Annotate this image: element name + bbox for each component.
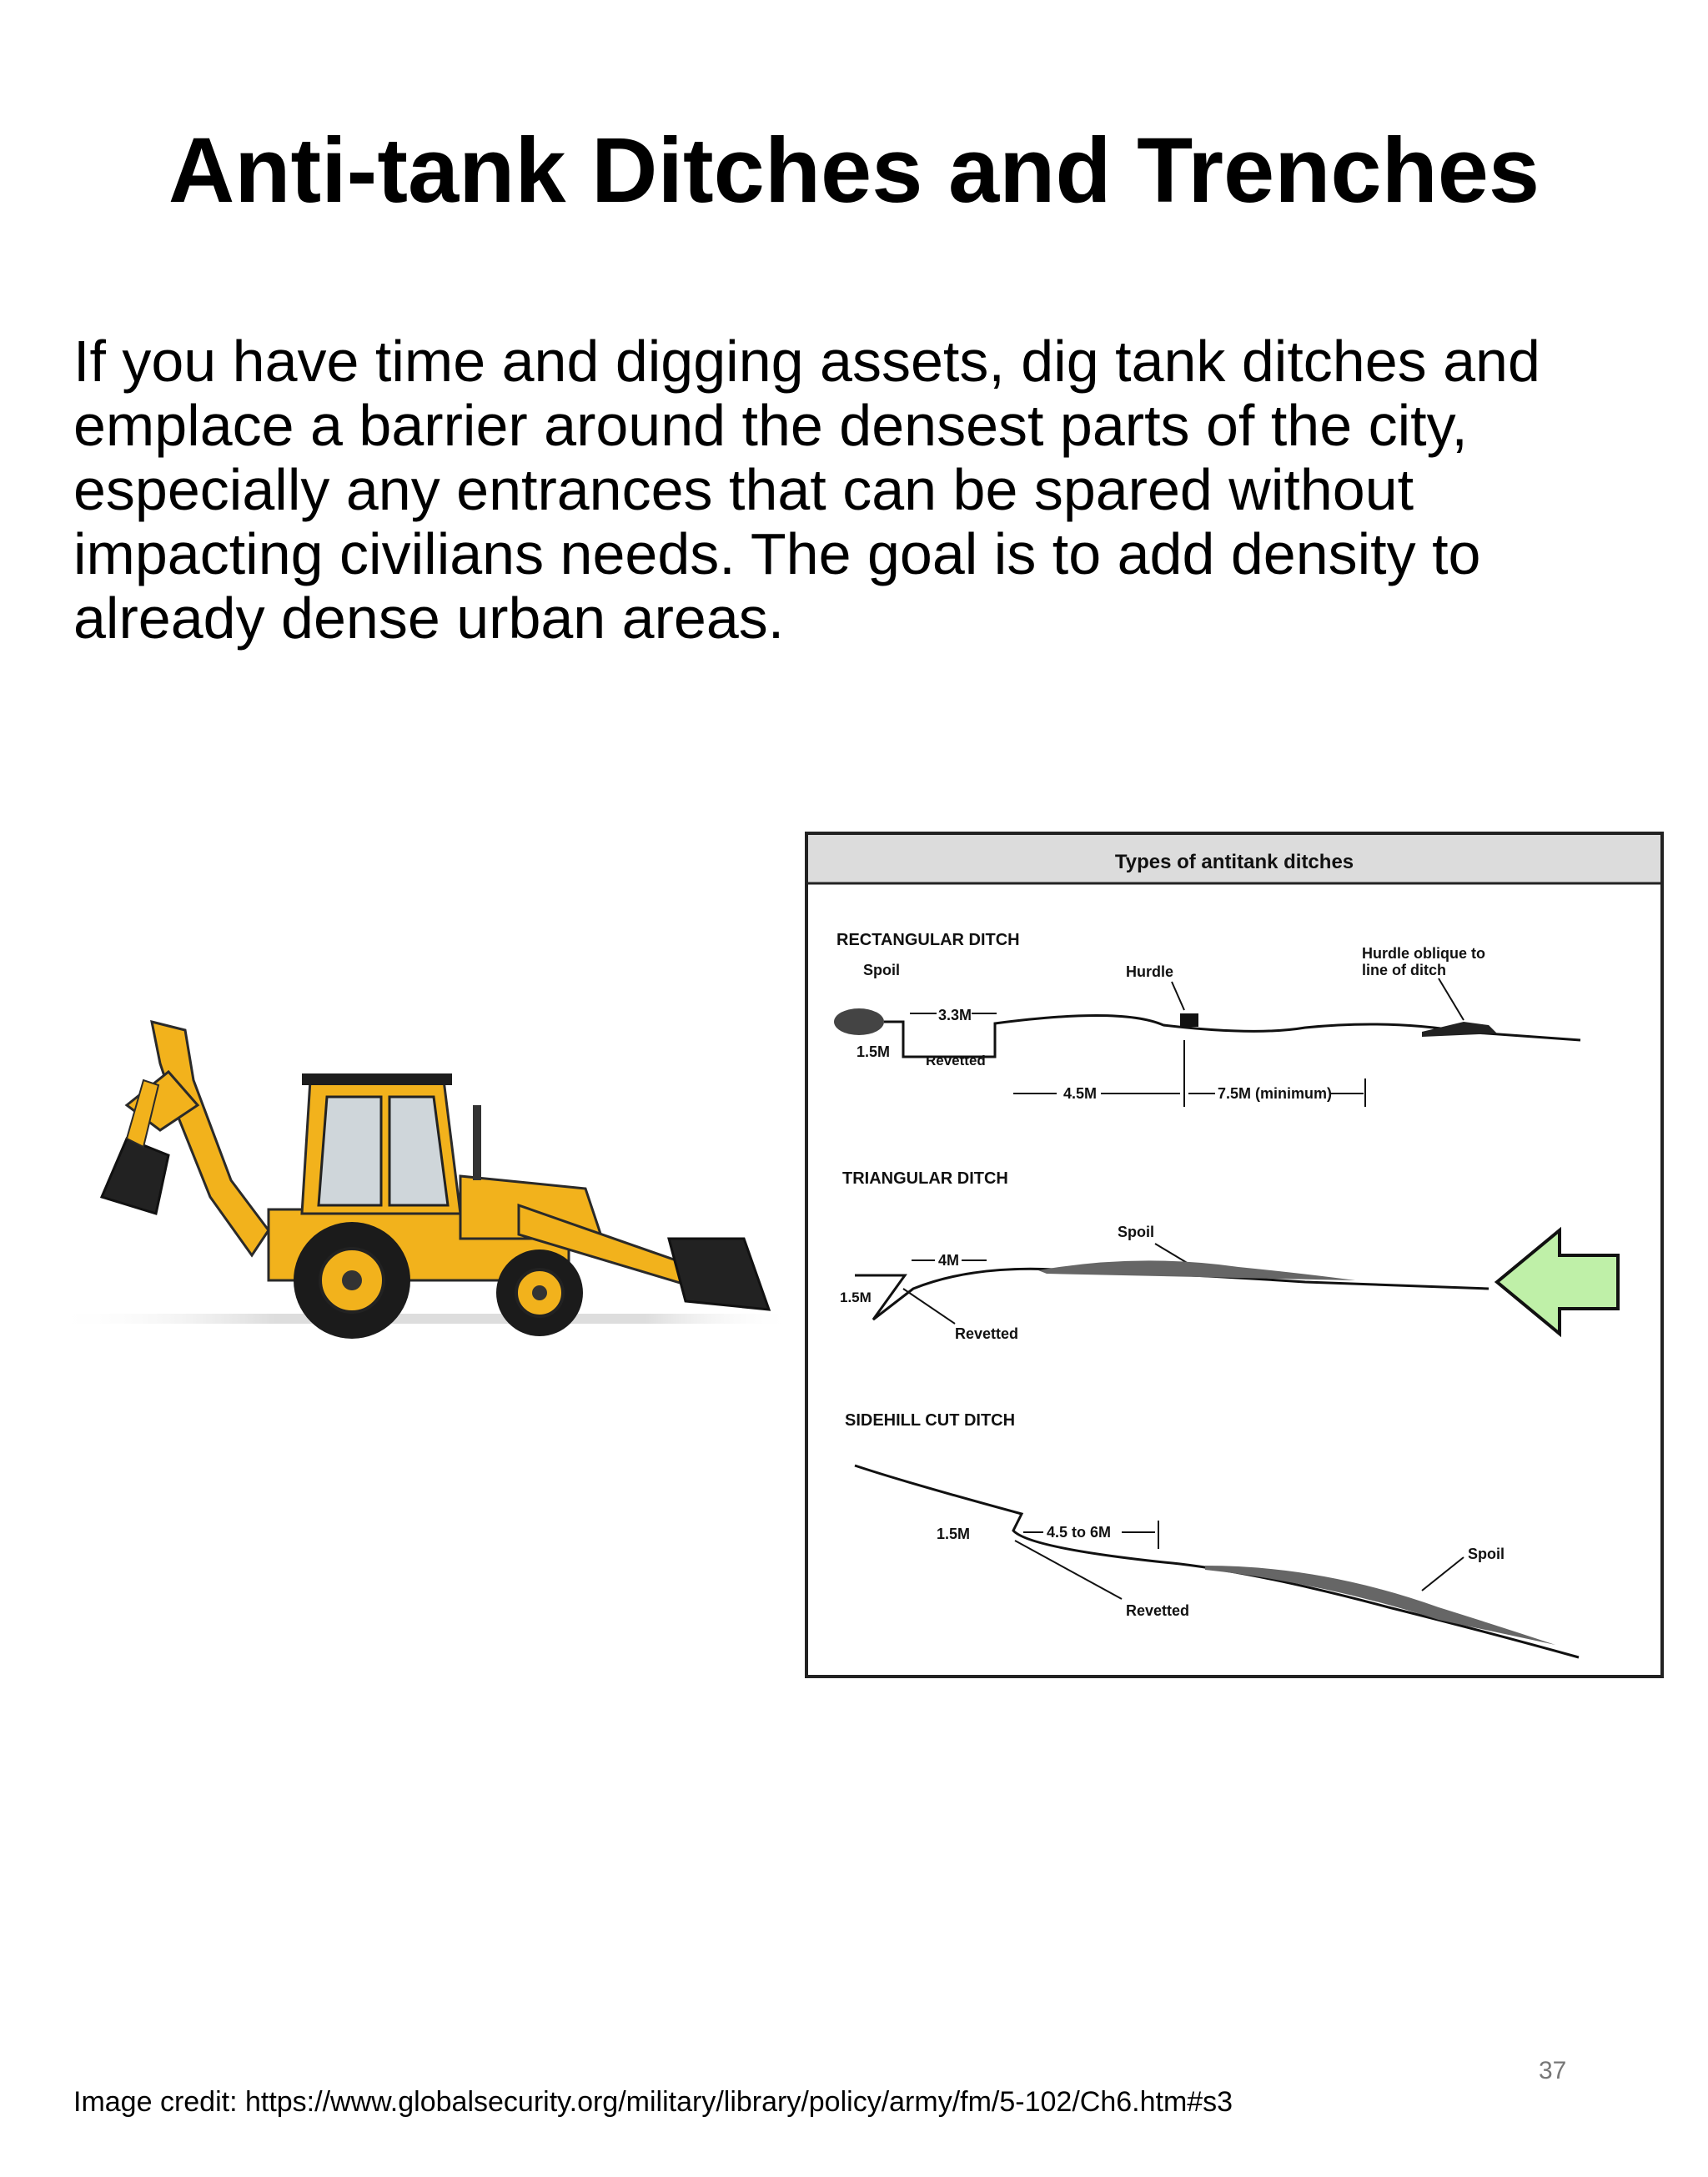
rect-hurdle-label: Hurdle (1126, 963, 1174, 980)
sidehill-revetted-label: Revetted (1126, 1602, 1190, 1619)
image-credit: Image credit: https://www.globalsecurity.org/military/library/policy/army/fm/5-102/Ch6.htm#s3 (73, 2086, 1233, 2118)
sidehill-depth-label: 1.5M (937, 1526, 971, 1542)
rect-ditch-heading: RECTANGULAR DITCH (836, 931, 1020, 949)
tri-width-label: 4M (938, 1252, 960, 1269)
tri-spoil-label: Spoil (1118, 1224, 1154, 1240)
antitank-ditch-diagram (805, 832, 1664, 1678)
tri-depth-label: 1.5M (840, 1290, 872, 1305)
rect-depth-label: 1.5M (857, 1043, 891, 1060)
rect-hurdle-oblique-line1: Hurdle oblique to (1362, 945, 1485, 962)
sidehill-spoil-label: Spoil (1468, 1546, 1505, 1562)
tri-ditch-heading: TRIANGULAR DITCH (842, 1169, 1008, 1188)
rect-spoil-label: Spoil (863, 962, 900, 978)
rect-hurdle-oblique-line2: line of ditch (1362, 962, 1446, 978)
tri-revetted-label: Revetted (955, 1325, 1019, 1342)
rect-width-label: 3.3M (938, 1007, 972, 1023)
rect-gap-label: 4.5M (1063, 1085, 1098, 1102)
backhoe-image (52, 1013, 794, 1364)
rect-min-gap-label: 7.5M (minimum) (1218, 1085, 1333, 1102)
slide-body-text: If you have time and digging assets, dig tank ditches and emplace a barrier around the densest parts of the city, especially any entrances that can be spared without impacting civilians needs. The goal is to add density to already dense urban areas. (73, 329, 1540, 651)
page-number: 37 (1539, 2057, 1567, 2084)
slide-title: Anti-tank Ditches and Trenches (168, 119, 1540, 222)
rect-revetted-label: Revetted (926, 1053, 986, 1068)
diagram-title: Types of antitank ditches (1114, 851, 1354, 873)
sidehill-width-label: 4.5 to 6M (1047, 1524, 1112, 1541)
sidehill-ditch-heading: SIDEHILL CUT DITCH (845, 1411, 1016, 1430)
